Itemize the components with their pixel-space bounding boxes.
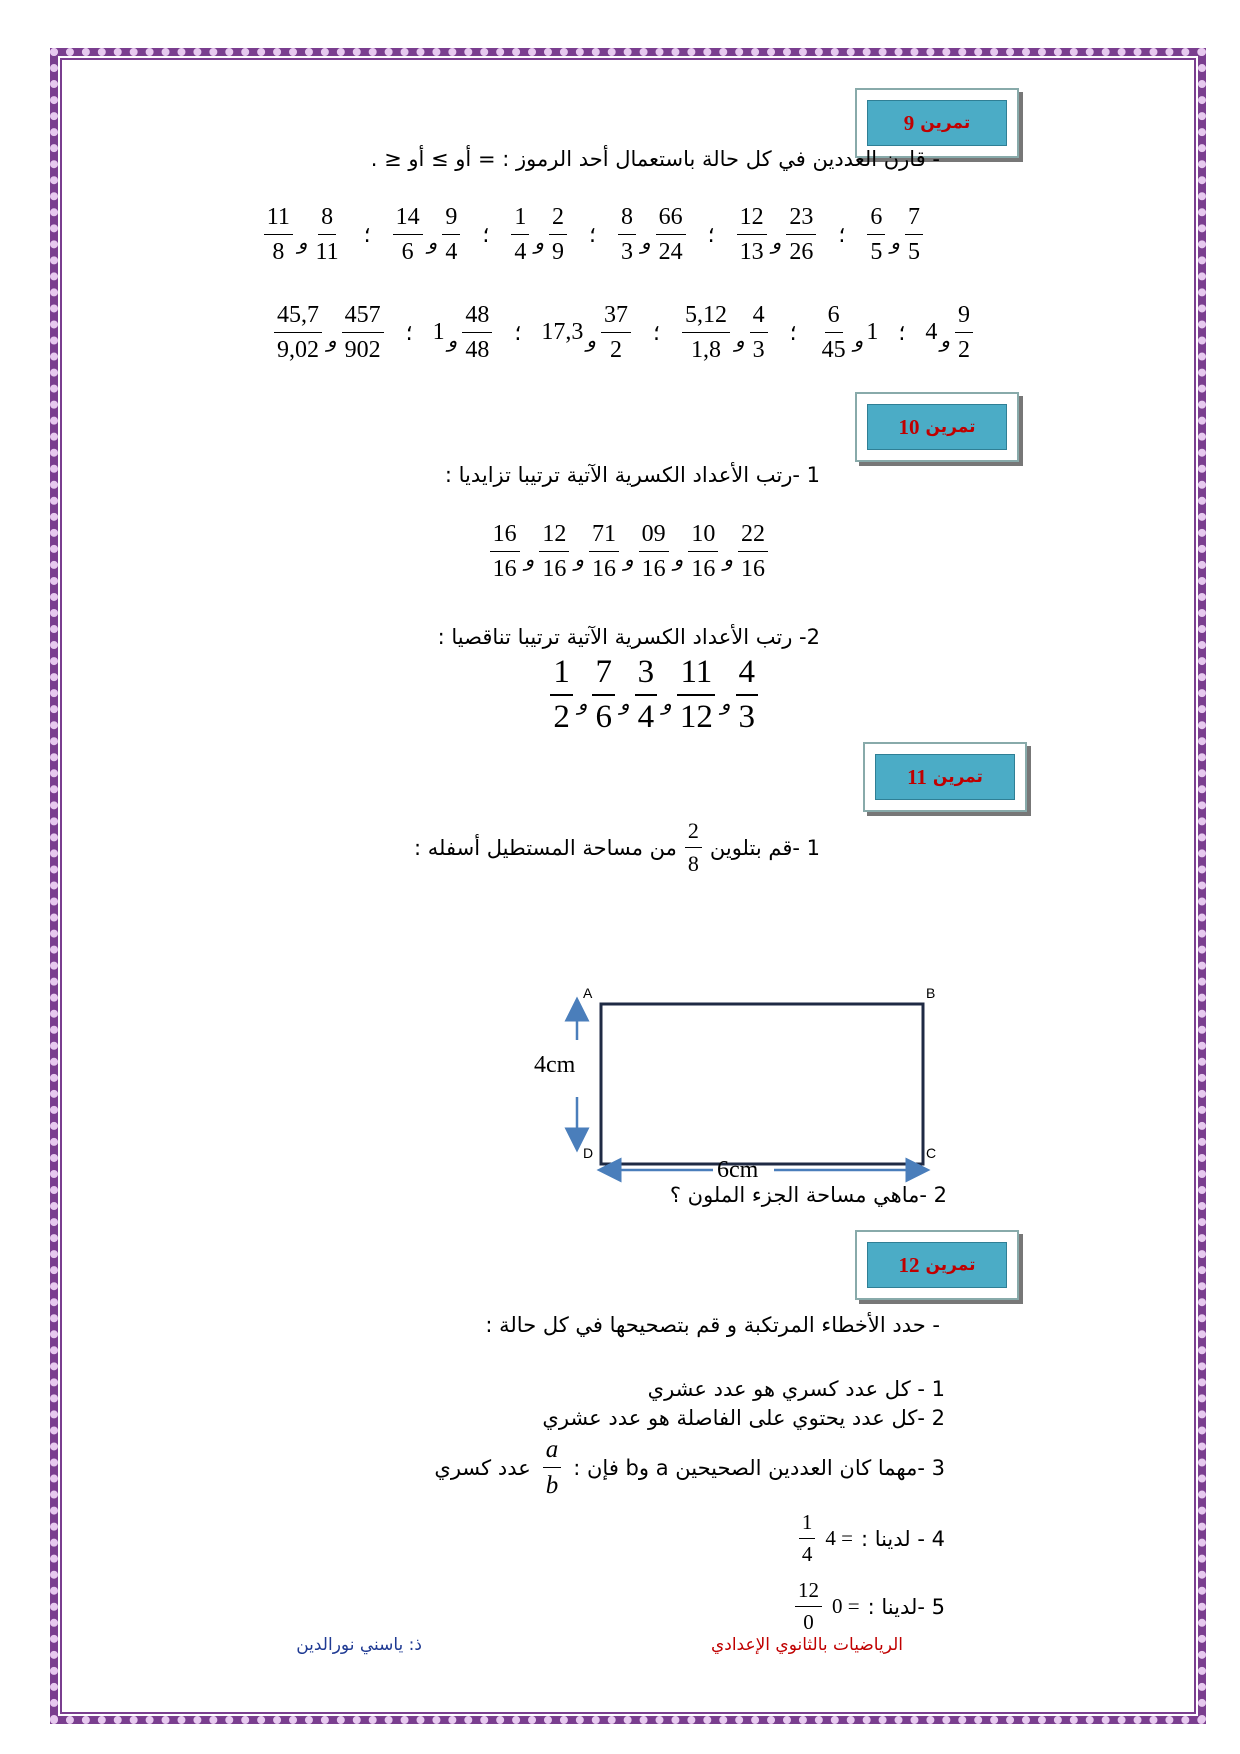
q1-after: من مساحة المستطيل أسفله : (414, 835, 677, 860)
denominator: 0 (803, 1610, 814, 1634)
and-word: و (623, 549, 634, 571)
and-word: و (890, 232, 900, 254)
s4-rhs: = 4 (825, 1526, 853, 1550)
numerator: 4 (736, 656, 759, 696)
numerator: 48 (462, 303, 492, 333)
separator: ؛ (482, 221, 490, 247)
s5-label: 5 -لدينا : (867, 1594, 945, 1619)
numerator: 11 (264, 205, 293, 235)
badge-word: تمرين (932, 767, 983, 787)
denominator: 5 (908, 239, 920, 265)
denominator: 16 (591, 556, 616, 582)
denominator: b (545, 1472, 559, 1499)
statement-4 (797, 1512, 945, 1565)
numerator: 23 (786, 205, 816, 235)
denominator: 11 (315, 239, 339, 265)
denominator: 6 (401, 239, 414, 265)
numerator: 14 (393, 205, 423, 235)
numerator: 45,7 (274, 303, 322, 333)
statement-2: 2 -كل عدد يحتوي على الفاصلة هو عدد عشري (542, 1406, 945, 1430)
numerator: 6 (867, 205, 885, 235)
q1-before: 1 -قم بتلوين (709, 835, 820, 860)
number: 1 (432, 319, 445, 345)
and-word: و (574, 549, 584, 571)
and-word: و (771, 232, 782, 254)
denominator: 2 (958, 337, 970, 363)
vertex-A: A (583, 985, 593, 1001)
numerator: 12 (795, 1580, 822, 1607)
denominator: 8 (687, 851, 699, 876)
numerator: 7 (592, 656, 615, 696)
separator: ؛ (707, 221, 715, 247)
denominator: 3 (620, 239, 633, 265)
numerator: 1 (550, 656, 573, 696)
numerator: a (543, 1437, 562, 1468)
s5-fraction (795, 1580, 822, 1633)
denominator: 4 (637, 699, 655, 735)
width-label: 6cm (717, 1157, 759, 1183)
denominator: 2 (553, 699, 570, 735)
badge-number: 11 (907, 764, 927, 789)
denominator: 4 (801, 1542, 813, 1566)
denominator: 45 (821, 337, 846, 363)
denominator: 16 (691, 556, 716, 582)
vertex-C: C (926, 1145, 937, 1161)
height-label: 4cm (534, 1052, 576, 1078)
exercise-12-badge (855, 1230, 1019, 1300)
exercise-10-question-1: 1 -رتب الأعداد الكسرية الآتية ترتيبا تزايديا : (444, 463, 820, 487)
numerator: 09 (639, 522, 669, 552)
and-word: و (427, 232, 438, 254)
and-word: و (720, 692, 731, 715)
denominator: 3 (752, 337, 765, 363)
numerator: 6 (825, 303, 843, 333)
numerator: 71 (589, 522, 619, 552)
number: 4 (925, 319, 938, 345)
separator: ؛ (652, 319, 660, 345)
denominator: 6 (595, 699, 612, 735)
s5-rhs: = 0 (832, 1594, 860, 1618)
numerator: 22 (738, 522, 768, 552)
numerator: 12 (737, 205, 767, 235)
exercise-9-instruction: - قارن العددين في كل حالة باستعمال أحد الرموز : = أو ≥ أو ≤ . (370, 147, 940, 171)
denominator: 2 (609, 337, 622, 363)
numerator: 2 (549, 205, 567, 235)
footer-author: ذ: ياسني نورالدين (296, 1635, 422, 1655)
separator: ؛ (789, 319, 797, 345)
badge-number: 9 (903, 110, 915, 135)
numerator: 9 (955, 303, 973, 333)
and-word: و (524, 549, 535, 571)
vertex-D: D (583, 1145, 594, 1161)
denominator: 16 (641, 556, 666, 582)
separator: ؛ (363, 221, 371, 247)
numerator: 11 (677, 656, 715, 696)
denominator: 5 (870, 239, 883, 265)
numerator: 7 (905, 205, 923, 235)
and-word: و (673, 549, 684, 571)
s3-after: عدد كسري (434, 1455, 531, 1480)
numerator: 1 (511, 205, 529, 235)
separator: ؛ (588, 221, 596, 247)
numerator: 9 (442, 205, 460, 235)
denominator: 16 (741, 556, 765, 582)
and-word: و (640, 232, 651, 254)
numerator: 3 (635, 656, 658, 696)
s3-before: 3 -مهما كان العددين الصحيحين a وb فإن : (573, 1455, 945, 1480)
separator: ؛ (405, 319, 413, 345)
denominator: 4 (445, 239, 458, 265)
s4-label: 4 - لدينا : (860, 1526, 945, 1551)
separator: ؛ (898, 319, 906, 345)
and-word: و (619, 692, 630, 715)
exercise-10-question-2: 2- رتب الأعداد الكسرية الآتية ترتيبا تناقصيا : (437, 625, 820, 649)
and-word: و (534, 232, 544, 254)
and-word: و (586, 330, 596, 352)
denominator: 16 (492, 556, 517, 582)
numerator: 8 (318, 205, 336, 235)
and-word: و (940, 330, 950, 352)
separator: ؛ (838, 221, 846, 247)
and-word: و (577, 692, 588, 715)
statement-1: 1 - كل عدد كسري هو عدد عشري (647, 1377, 945, 1401)
numerator: 5,12 (682, 303, 730, 333)
denominator: 48 (465, 337, 490, 363)
denominator: 9 (551, 239, 564, 265)
denominator: 8 (272, 239, 285, 265)
numerator: 4 (750, 303, 768, 333)
denominator: 1,8 (690, 337, 721, 363)
and-word: و (326, 330, 337, 352)
footer-subject: الرياضيات بالثانوي الإعدادي (710, 1635, 903, 1655)
badge-word: تمرين (925, 1255, 976, 1275)
statement-3 (434, 1437, 945, 1498)
exercise-12-instruction: - حدد الأخطاء المرتكبة و قم بتصحيحها في كل حالة : (485, 1313, 940, 1337)
and-word: و (297, 232, 308, 254)
numerator: 8 (618, 205, 636, 235)
badge-number: 12 (898, 1252, 920, 1277)
numerator: 66 (656, 205, 686, 235)
vertex-B: B (926, 985, 936, 1001)
numerator: 12 (539, 522, 569, 552)
and-word: و (447, 330, 458, 352)
exercise-11-question-2: 2 -ماهي مساحة الجزء الملون ؟ (669, 1183, 947, 1207)
badge-word: تمرين (920, 113, 971, 133)
numerator: 457 (342, 303, 384, 333)
denominator: 4 (514, 239, 527, 265)
and-word: و (662, 692, 672, 715)
statement-5 (793, 1580, 945, 1633)
numerator: 1 (799, 1512, 816, 1539)
denominator: 902 (344, 337, 381, 363)
rectangle-ABCD (601, 1004, 923, 1164)
numerator: 37 (601, 303, 631, 333)
denominator: 24 (658, 239, 683, 265)
and-word: و (723, 549, 733, 571)
and-word: و (734, 330, 745, 352)
numerator: 16 (490, 522, 520, 552)
numerator: 2 (685, 820, 702, 848)
badge-number: 10 (898, 414, 920, 439)
s3-fraction (543, 1437, 562, 1498)
number: 17,3 (541, 319, 584, 345)
numerator: 10 (688, 522, 718, 552)
and-word: و (853, 330, 864, 352)
number: 1 (866, 319, 879, 345)
s4-fraction (799, 1512, 816, 1565)
denominator: 13 (739, 239, 764, 265)
denominator: 26 (789, 239, 814, 265)
denominator: 3 (738, 699, 755, 735)
badge-word: تمرين (925, 417, 976, 437)
denominator: 9,02 (276, 337, 319, 363)
separator: ؛ (514, 319, 522, 345)
denominator: 12 (679, 699, 713, 735)
denominator: 16 (542, 556, 567, 582)
